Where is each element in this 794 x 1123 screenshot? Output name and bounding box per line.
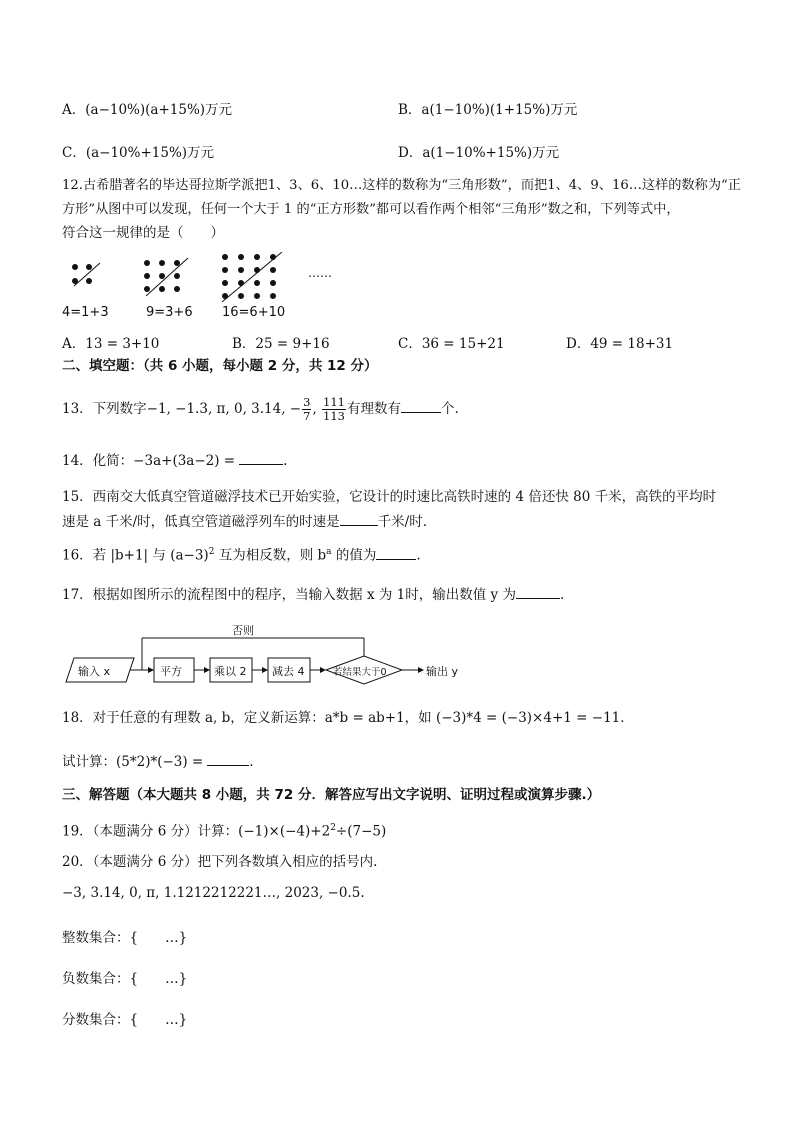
q16-sup: 2 xyxy=(208,547,215,557)
q13-sep: , xyxy=(312,401,322,417)
q15-line2 xyxy=(62,511,427,532)
section-2-heading: 二、填空题：（共 6 小题，每小题 2 分，共 12 分） xyxy=(62,358,378,374)
q18-line1: 18．对于任意的有理数 a, b，定义新运算：a*b = ab+1，如 (−3)*4 = (−3)×4+1 = −11． xyxy=(62,710,634,726)
q20-fraction-set[interactable]: 分数集合：{ …} xyxy=(62,1012,188,1028)
q15-line2-end: 千米/时. xyxy=(377,514,428,530)
flow-output: 输出 y xyxy=(426,665,459,678)
q17-answer-blank[interactable] xyxy=(516,584,560,599)
q20-negative-set[interactable]: 负数集合：{ …} xyxy=(62,971,188,987)
q13-pre: 13．下列数字−1, −1.3, π, 0, 3.14, − xyxy=(62,401,302,417)
flow-step-subtract: 减去 4 xyxy=(272,665,305,678)
flow-loop-label: 否则 xyxy=(232,624,254,637)
q16-answer-blank[interactable] xyxy=(376,545,416,560)
q13 xyxy=(62,394,459,424)
q17-end: . xyxy=(559,587,565,603)
q19-sup: 2 xyxy=(330,823,336,833)
q12-option-d: D．49 = 18+31 xyxy=(566,336,674,352)
q14-end: . xyxy=(283,453,288,469)
q12-line1: 12.古希腊著名的毕达哥拉斯学派把1、3、6、10…这样的数称为“三角形数”，而把1、4、9、16…这样的数称为“正 xyxy=(62,178,741,193)
q12-line3: 符合这一规律的是（ ） xyxy=(62,225,224,241)
q19-pre: 19．（本题满分 6 分）计算：(−1)×(−4)+2 xyxy=(62,823,331,840)
q16-end: . xyxy=(416,547,421,564)
q20-line1: 20．（本题满分 6 分）把下列各数填入相应的括号内. xyxy=(62,854,378,870)
q14 xyxy=(62,450,287,471)
q11-option-c: C．(a−10%+15%)万元 xyxy=(62,145,215,161)
q11-option-a: A．(a−10%)(a+15%)万元 xyxy=(62,102,233,118)
q13-answer-blank[interactable] xyxy=(401,398,441,413)
q16 xyxy=(62,542,421,566)
q12-option-c: C．36 = 15+21 xyxy=(398,336,505,352)
flow-step-square: 平方 xyxy=(160,665,182,678)
q16-pre: 16．若 |b+1| 与 (a−3) xyxy=(62,547,209,564)
q15-line2-pre: 速是 a 千米/时，低真空管道磁浮列车的时速是 xyxy=(62,514,340,530)
q18-answer-blank[interactable] xyxy=(207,751,249,766)
q14-answer-blank[interactable] xyxy=(239,450,283,465)
q18-line2-end: . xyxy=(249,754,254,770)
q16-mid: 互为相反数，则 b xyxy=(214,547,327,564)
q15-answer-blank[interactable] xyxy=(340,511,378,526)
q12-caption-3: 16=6+10 xyxy=(222,305,286,320)
q17-text xyxy=(62,584,564,605)
q16-post: 的值为 xyxy=(331,547,377,564)
q19-post: ÷(7−5) xyxy=(335,823,387,840)
q13-fraction-2: $\frac{111}{113}$ xyxy=(323,395,345,423)
q12-caption-1: 4=1+3 xyxy=(62,305,109,320)
section-3-heading: 三、解答题（本大题共 8 小题，共 72 分．解答应写出文字说明、证明过程或演算步骤.） xyxy=(62,787,601,803)
q12-caption-2: 9=3+6 xyxy=(146,305,193,320)
dots-4x4 xyxy=(220,252,286,308)
dots-3x3 xyxy=(142,256,192,302)
q13-fraction-1: $\frac{3}{7}$ xyxy=(303,395,311,423)
q12-ellipsis: …… xyxy=(308,266,332,280)
q12-option-a: A．13 = 3+10 xyxy=(62,336,160,352)
q16-sup2: a xyxy=(326,547,332,557)
q12-line2: 方形”从图中可以发现，任何一个大于 1 的“正方形数”都可以看作两个相邻“三角形”数之和，下列等式中， xyxy=(62,202,680,217)
q20-numbers: −3, 3.14, 0, π, 1.1212212221…, 2023, −0.5. xyxy=(62,885,365,901)
q15-line1: 15．西南交大低真空管道磁浮技术已开始实验，它设计的时速比高铁时速的 4 倍还快 80 千米，高铁的平均时 xyxy=(62,489,717,505)
q17-text-pre: 17．根据如图所示的流程图中的程序，当输入数据 x 为 1时，输出数值 y 为 xyxy=(62,587,516,603)
q11-option-d: D．a(1−10%+15%)万元 xyxy=(398,145,560,161)
q13-post: 有理数有 xyxy=(346,401,401,417)
flow-input: 输入 x xyxy=(78,665,111,678)
q14-pre: 14．化简：−3a+(3a−2) = xyxy=(62,453,236,469)
flow-step-multiply: 乘以 2 xyxy=(214,665,247,678)
q11-option-b: B．a(1−10%)(1+15%)万元 xyxy=(398,102,578,118)
q12-option-b: B．25 = 9+16 xyxy=(232,336,330,352)
q17-flowchart xyxy=(62,620,482,692)
dots-2x2 xyxy=(72,260,102,290)
flow-condition: 若结果大于0 xyxy=(333,667,387,678)
q18-line2 xyxy=(62,751,254,772)
q19 xyxy=(62,818,386,842)
q13-end: 个. xyxy=(440,401,459,417)
q20-integer-set[interactable]: 整数集合：{ …} xyxy=(62,930,188,946)
q18-line2-pre: 试计算：(5*2)*(−3) = xyxy=(62,754,204,770)
